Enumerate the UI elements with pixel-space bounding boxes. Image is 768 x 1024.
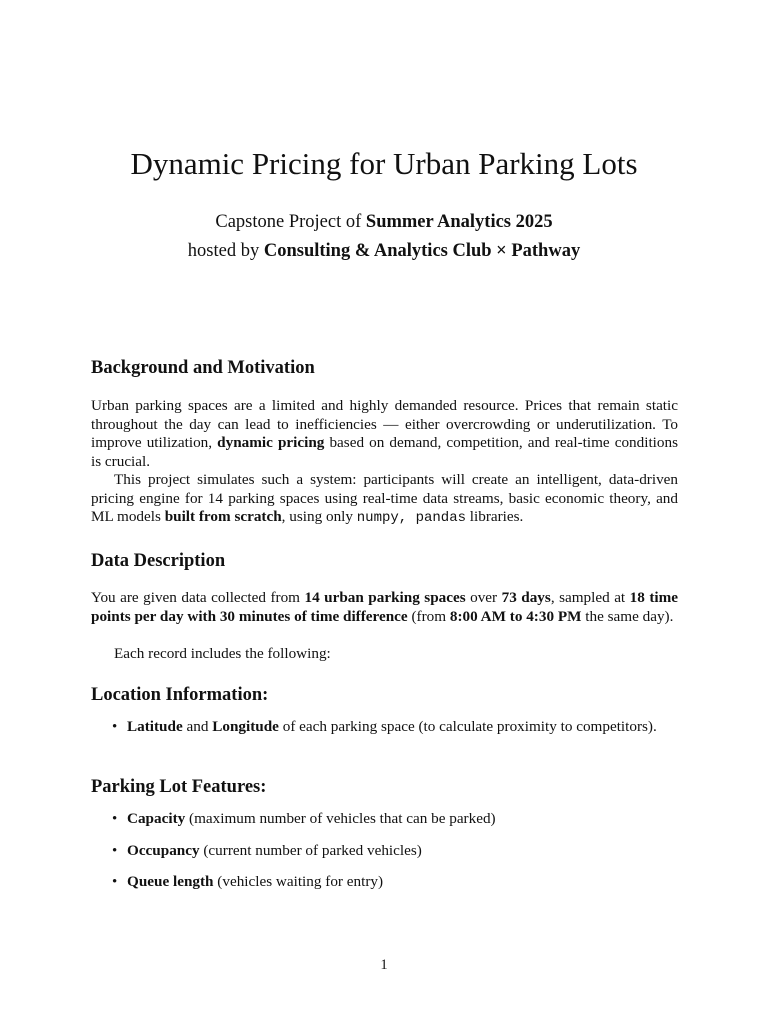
- dd-text-c: over: [465, 589, 502, 606]
- bullet-icon: •: [112, 874, 118, 890]
- bg-p1-text-a: Urban parking spaces are a limited and highly demanded resource. Prices that remain static throughout the day can lead to inefficiencies — either overcrowding or underutilization. To improve utilization,: [91, 397, 678, 452]
- list-item: [112, 718, 678, 737]
- bg-p2-text-d: libraries.: [466, 508, 524, 526]
- list-item: [112, 842, 678, 861]
- bullet-icon: •: [112, 843, 118, 859]
- heading-location: Location Information:: [91, 685, 269, 705]
- dd-text-e: , sampled at: [550, 589, 630, 606]
- data-description-paragraph-1: [91, 589, 678, 626]
- bullet-icon: •: [112, 811, 118, 827]
- background-paragraph-2: [91, 471, 678, 528]
- list-item: [112, 810, 678, 829]
- dd-bold-d: 73 days: [501, 589, 551, 606]
- feature-queue-length-desc: (vehicles waiting for entry): [213, 873, 384, 890]
- data-description-paragraph-2: Each record includes the following:: [114, 645, 331, 662]
- location-longitude: Longitude: [212, 718, 279, 735]
- dd-bold-b: 14 urban parking spaces: [304, 589, 466, 606]
- bg-p2-bold: built from scratch: [164, 508, 282, 526]
- bg-p2-code: numpy, pandas: [356, 510, 466, 527]
- page-number: 1: [380, 957, 388, 973]
- bg-p1-bold: dynamic pricing: [217, 434, 325, 452]
- list-item: [112, 873, 678, 892]
- subtitle-line-1-prefix: Capstone Project of: [215, 212, 366, 232]
- heading-data-description: Data Description: [91, 551, 226, 571]
- location-rest: of each parking space (to calculate proximity to competitors).: [278, 718, 657, 735]
- bg-p1-text-c: based on demand, competition, and real-time conditions is crucial.: [91, 434, 678, 471]
- subtitle-line-1: [0, 212, 768, 233]
- feature-capacity: Capacity: [127, 810, 186, 827]
- feature-occupancy-desc: (current number of parked vehicles): [199, 842, 422, 859]
- dd-text-i: the same day).: [581, 607, 674, 625]
- dd-bold-f: 18 time points per day with 30 minutes of time difference: [91, 589, 678, 625]
- heading-features: Parking Lot Features:: [91, 777, 267, 797]
- location-latitude: Latitude: [127, 718, 183, 735]
- bg-p2-text-c: , using only: [281, 508, 357, 526]
- heading-background: Background and Motivation: [91, 358, 315, 378]
- feature-capacity-desc: (maximum number of vehicles that can be parked): [185, 810, 496, 827]
- feature-occupancy: Occupancy: [127, 842, 200, 859]
- subtitle-line-2: [0, 241, 768, 262]
- dd-bold-h: 8:00 AM to 4:30 PM: [449, 607, 582, 625]
- bullet-icon: •: [112, 719, 118, 735]
- dd-text-a: You are given data collected from: [91, 589, 305, 606]
- background-paragraph-1: [91, 397, 678, 472]
- bg-p2-text-a: This project simulates such a system: participants will create an intelligent, data-driven pricing engine for 14 parking spaces using real-time data streams, basic economic theory, and ML models: [91, 471, 678, 526]
- feature-queue-length: Queue length: [127, 873, 214, 890]
- subtitle-line-2-prefix: hosted by: [187, 241, 264, 261]
- document-title: Dynamic Pricing for Urban Parking Lots: [130, 146, 638, 181]
- subtitle-line-2-bold: Consulting & Analytics Club × Pathway: [263, 241, 581, 261]
- dd-text-g: (from: [407, 607, 450, 625]
- subtitle-line-1-bold: Summer Analytics 2025: [365, 212, 553, 232]
- location-mid: and: [182, 718, 213, 735]
